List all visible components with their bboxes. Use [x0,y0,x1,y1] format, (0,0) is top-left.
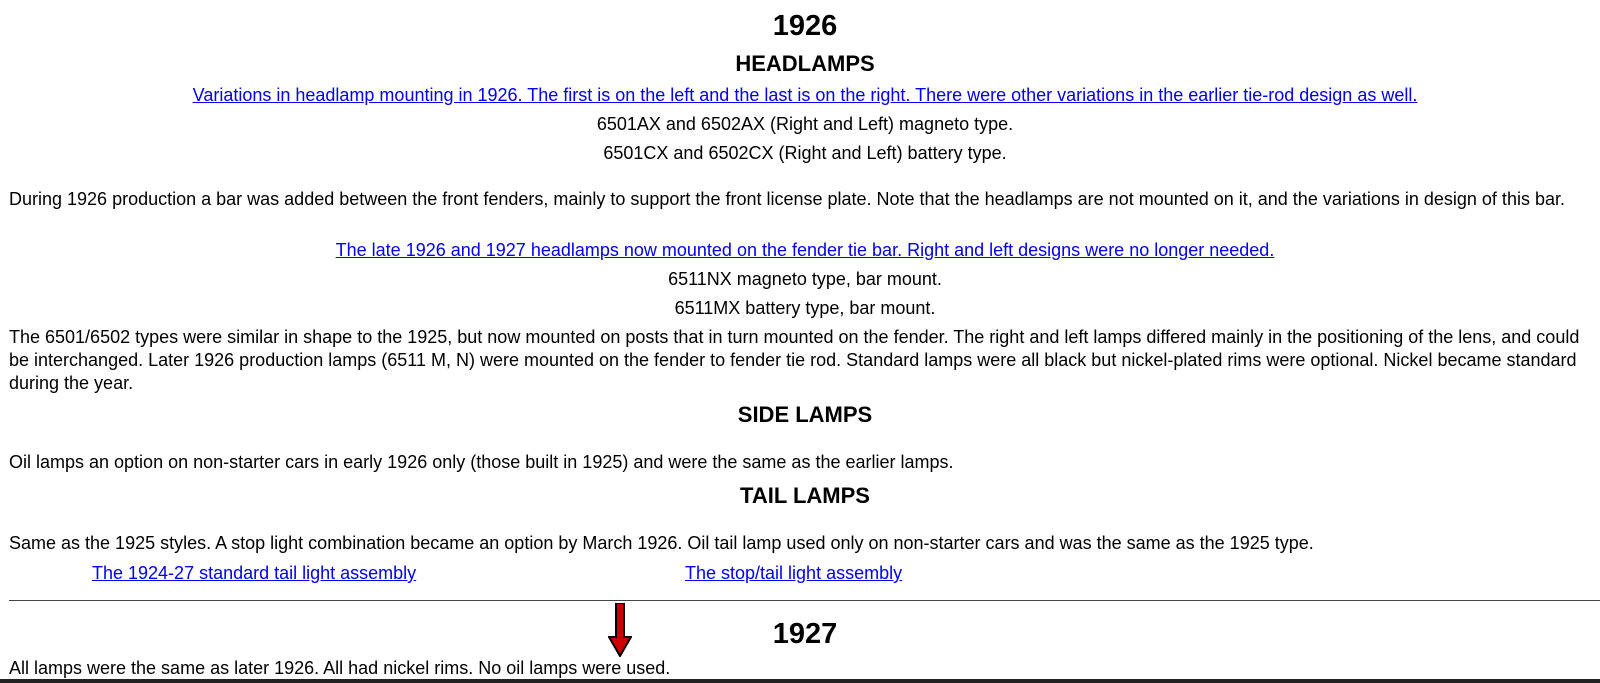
section-divider [9,600,1600,601]
down-arrow-cursor-icon [608,603,632,662]
late-headlamps-link[interactable]: The late 1926 and 1927 headlamps now mounted on the fender tie bar. Right and left designs were no longer needed. [335,240,1275,260]
tail-lamps-heading: TAIL LAMPS [740,483,870,508]
lamp-types-paragraph: The 6501/6502 types were similar in shape to the 1925, but now mounted on posts that in turn mounted on the fender. The right and left lamps differed mainly in the positioning of the lens, and could be interchanged. Later 1926 production lamps (6511 M, N) were mounted on the fender to fender tie rod. Standard lamps were all black but nickel-plated rims were optional. Nickel became standard during the year. [9,327,1580,393]
battery-type-line: 6501CX and 6502CX (Right and Left) battery type. [603,143,1007,163]
bottom-edge-bar [0,679,1600,683]
headlamps-heading: HEADLAMPS [735,51,875,76]
year-1927-heading: 1927 [772,618,838,650]
magneto-type-line: 6501AX and 6502AX (Right and Left) magneto type. [596,114,1014,134]
headlamp-variations-link[interactable]: Variations in headlamp mounting in 1926. The first is on the left and the last is on the right. There were other variations in the earlier tie-rod design as well. [192,85,1418,105]
side-lamps-paragraph: Oil lamps an option on non-starter cars in early 1926 only (those built in 1925) and were the same as the earlier lamps. [9,452,954,472]
nx-magneto-line: 6511NX magneto type, bar mount. [668,269,942,289]
mx-battery-line: 6511MX battery type, bar mount. [674,298,936,318]
year-1926-heading: 1926 [772,10,838,42]
tail-lamps-paragraph: Same as the 1925 styles. A stop light combination became an option by March 1926. Oil tail lamp used only on non-starter cars and was the same as the 1925 type. [9,533,1314,553]
standard-tail-light-link[interactable]: The 1924-27 standard tail light assembly [92,563,417,583]
lamps-1927-paragraph: All lamps were the same as later 1926. All had nickel rims. No oil lamps were used. [9,658,671,678]
stop-tail-light-link[interactable]: The stop/tail light assembly [685,563,903,583]
side-lamps-heading: SIDE LAMPS [737,402,873,427]
fender-bar-paragraph: During 1926 production a bar was added between the front fenders, mainly to support the front license plate. Note that the headlamps are not mounted on it, and the variations in design of this bar. [9,189,1565,209]
